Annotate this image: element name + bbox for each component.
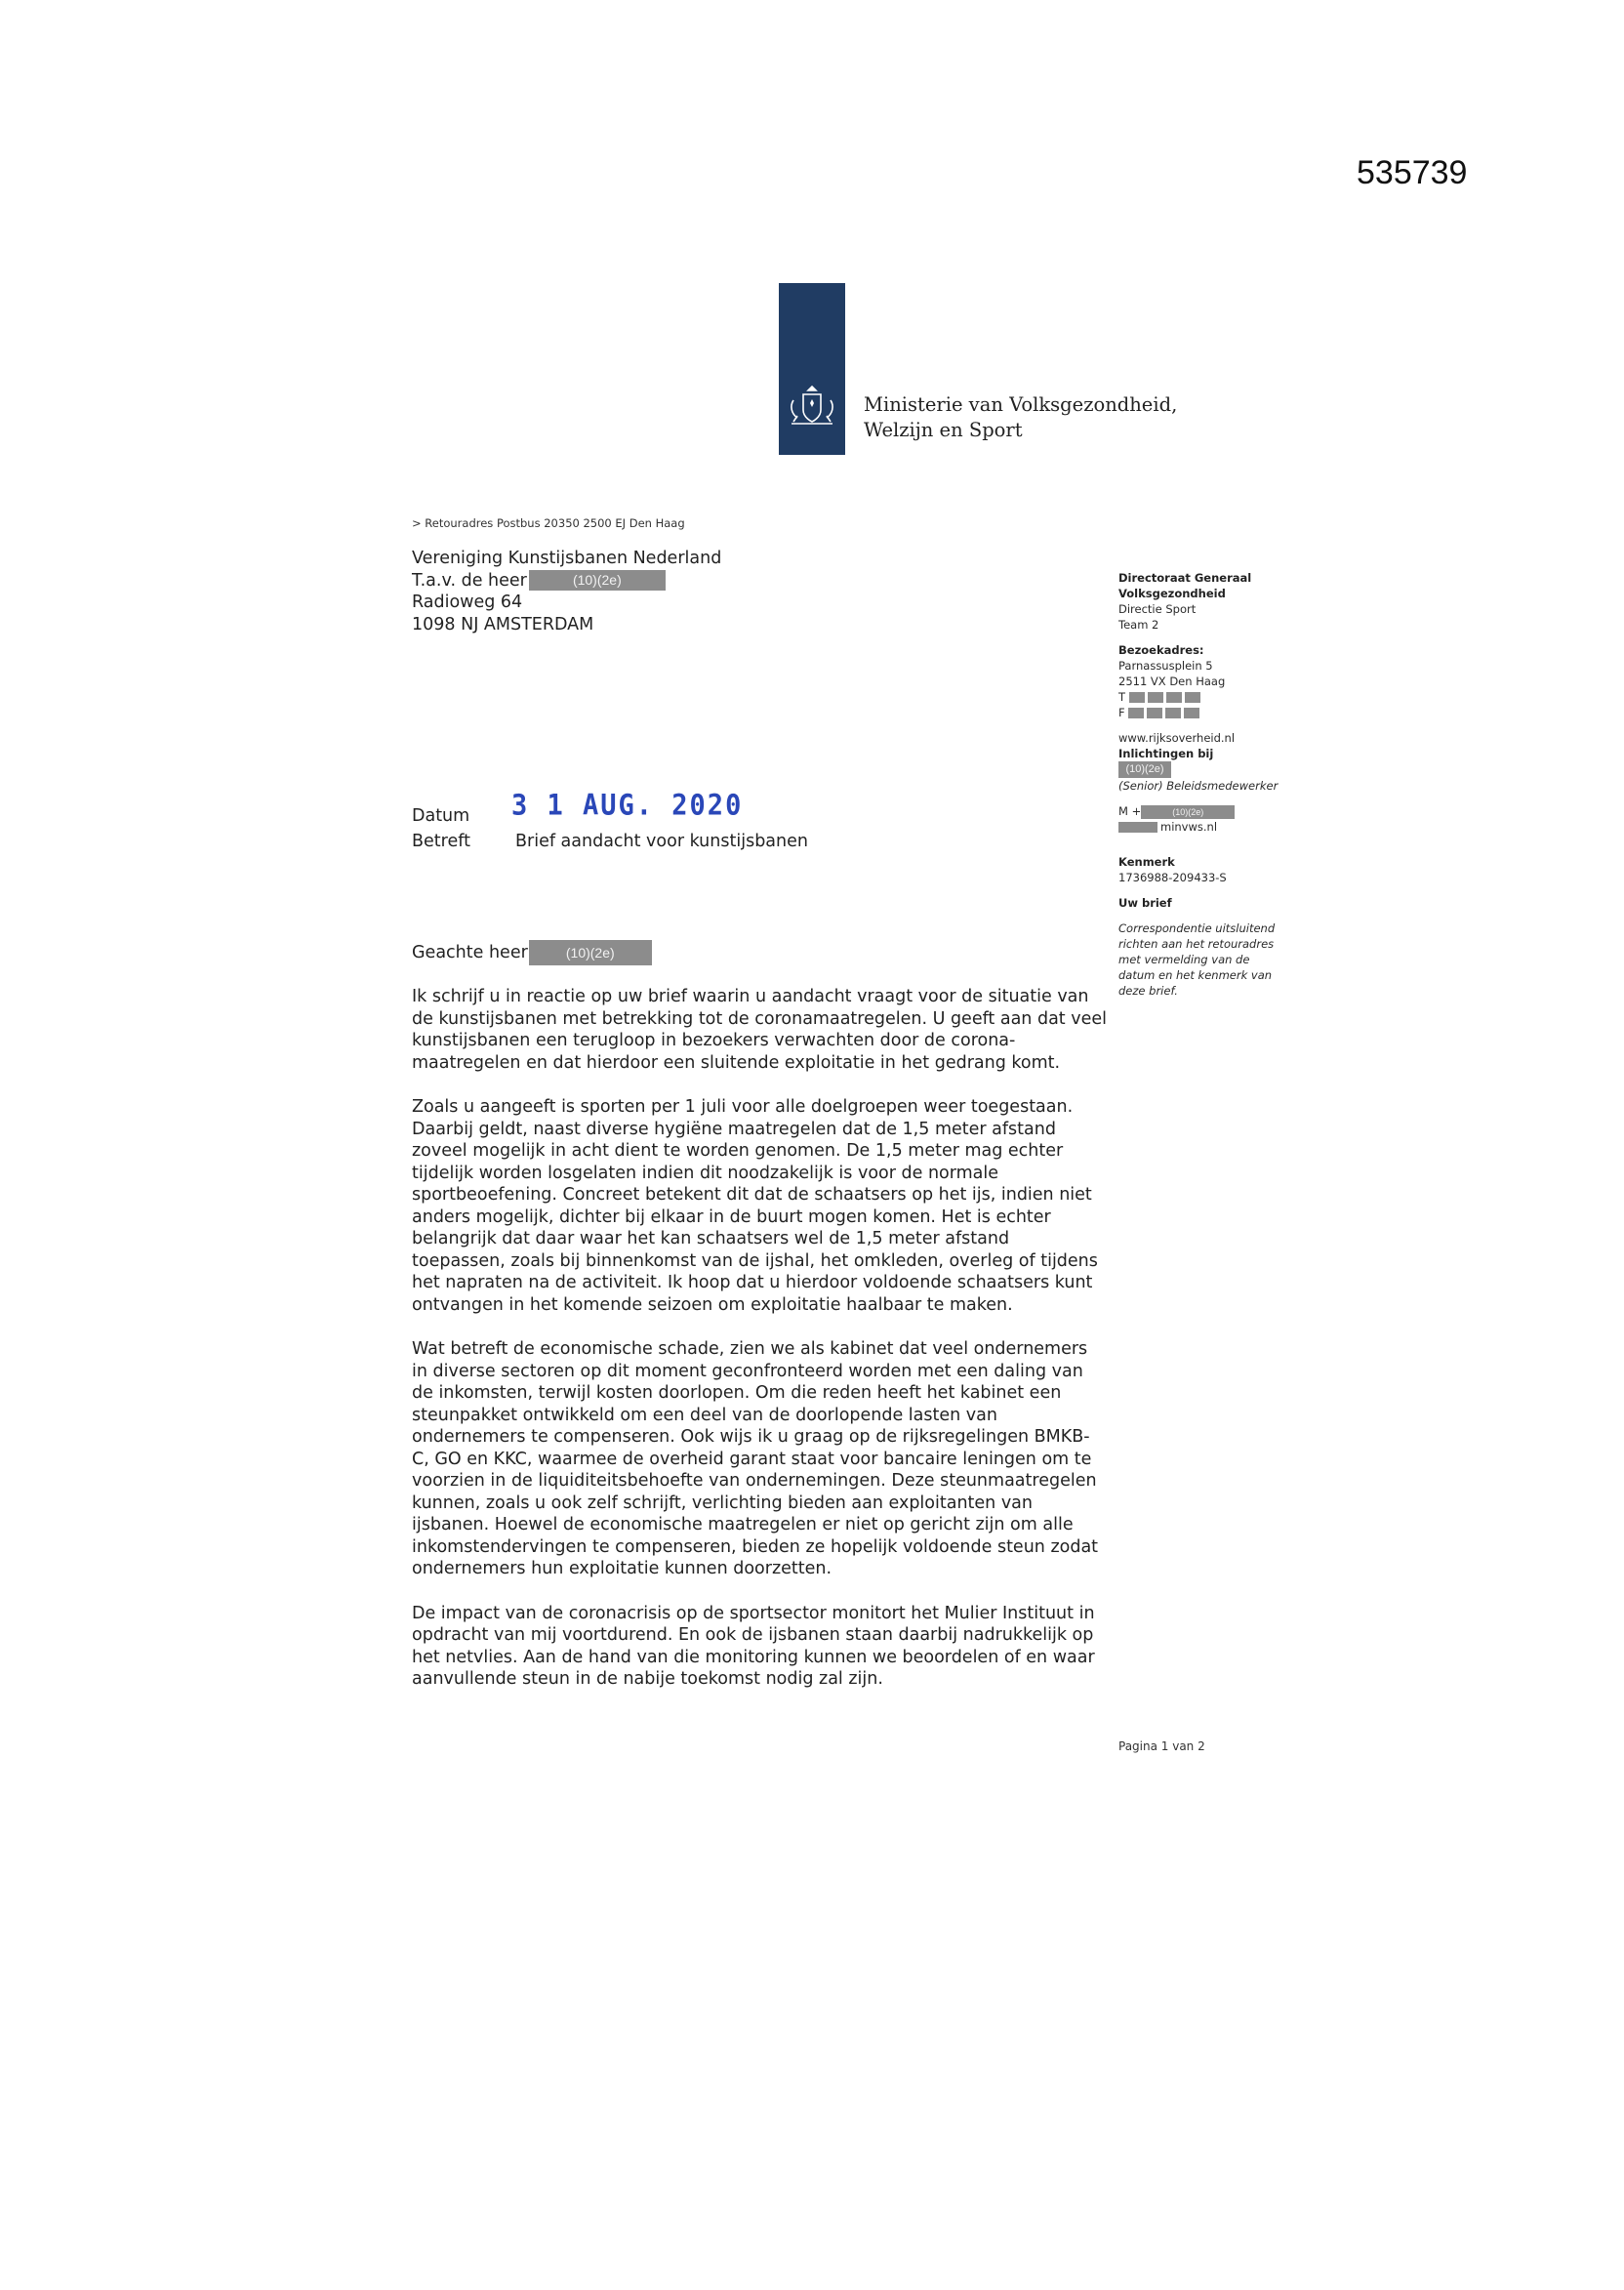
mobile-line (1118, 803, 1314, 819)
correspondence-note (1118, 920, 1314, 999)
visit-address-label: Bezoekadres: (1118, 643, 1204, 657)
redaction-box: (10)(2e) (1141, 805, 1235, 819)
sender-sidebar (1118, 570, 1314, 999)
addressee-city: 1098 NJ AMSTERDAM (412, 614, 594, 634)
fax-prefix: F (1118, 706, 1125, 719)
redaction-box (1184, 708, 1199, 718)
redaction-box (1118, 822, 1157, 833)
attention-label: T.a.v. de heer (412, 570, 527, 591)
letter-body (412, 986, 1107, 1713)
body-paragraph: Zoals u aangeeft is sporten per 1 juli voor alle doelgroepen weer toegestaan. Daarbij geldt, naast diverse hygiëne maatregelen dat de 1,5 meter afstand zoveel mogelijk in acht dient te worden genomen. De 1,5 meter mag echter tijdelijk worden losgelaten indien dit noodzakelijk is voor de normale sportbeoefening. Concreet betekent dit dat de schaatsers op het ijs, indien niet anders mogelijk, dichter bij elkaar in de buurt mogen komen. Het is echter belangrijk dat daar waar het kan schaatsers wel de 1,5 meter afstand toepassen, zoals bij binnenkomst van de ijshal, het omkleden, overleg of tijdens het napraten na de activiteit. Ik hoop dat u hierdoor voldoende schaatsers kunt ontvangen in het komende seizoen om exploitatie haalbaar te maken. (412, 1097, 1098, 1315)
addressee-block (412, 548, 721, 635)
redaction-box (1165, 708, 1181, 718)
body-paragraph: Ik schrijf u in reactie op uw brief waarin u aandacht vraagt voor de situatie van de kunstijsbanen met betrekking tot de coronamaatregelen. U geeft aan dat veel kunstijsbanen een terugloop in bezoekers verwachten door de corona-maatregelen en dat hierdoor een sluitende exploitatie in het gedrang komt. (412, 987, 1107, 1073)
email-line (1118, 819, 1314, 835)
redaction-box (1185, 692, 1200, 703)
directorate: Directie Sport (1118, 602, 1197, 616)
visit-street: Parnassusplein 5 (1118, 659, 1213, 673)
phone-line (1118, 689, 1314, 705)
email-suffix: minvws.nl (1160, 820, 1218, 834)
ministry-name-line1: Ministerie van Volksgezondheid, (864, 393, 1178, 416)
subject-label: Betreft (412, 832, 470, 851)
fax-line (1118, 705, 1314, 720)
department-line1: Directoraat Generaal (1118, 571, 1252, 585)
correspondence-note-line: datum en het kenmerk van (1118, 968, 1273, 982)
reference-label: Kenmerk (1118, 855, 1175, 869)
redaction-box (1147, 708, 1162, 718)
website: www.rijksoverheid.nl (1118, 731, 1236, 745)
info-label: Inlichtingen bij (1118, 747, 1214, 760)
addressee-attention (412, 570, 721, 593)
redaction-box (1148, 692, 1163, 703)
ministry-name-line2: Welzijn en Sport (864, 419, 1023, 441)
correspondence-note-line: richten aan het retouradres (1118, 937, 1275, 951)
document-number: 535739 (1357, 154, 1468, 191)
crest-icon (786, 381, 838, 433)
redaction-box: (10)(2e) (1118, 761, 1171, 778)
redaction-box (1166, 692, 1182, 703)
addressee-organisation: Vereniging Kunstijsbanen Nederland (412, 549, 722, 568)
addressee-street: Radioweg 64 (412, 593, 523, 612)
visit-city: 2511 VX Den Haag (1118, 675, 1226, 688)
reference-value: 1736988-209433-S (1118, 871, 1227, 884)
team: Team 2 (1118, 618, 1159, 632)
body-paragraph: Wat betreft de economische schade, zien we als kabinet dat veel ondernemers in diverse sectoren op dit moment geconfronteerd worden met een daling van de inkomsten, terwijl kosten doorlopen. Om die reden heeft het kabinet een steunpakket ontwikkeld om een deel van de doorlopende lasten van ondernemers te compenseren. Ook wijs ik u graag op de rijksregelingen BMKB-C, GO en KKC, waarmee de overheid garant staat voor bancaire leningen om te voorzien in de liquiditeitsbehoefte van ondernemingen. Deze steunmaatregelen kunnen, zoals u ook zelf schrijft, verlichting bieden aan exploitanten van ijsbanen. Hoewel de economische maatregelen er niet op gericht zijn om alle inkomstendervingen te compenseren, bieden ze hopelijk voldoende steun zodat ondernemers hun exploitatie kunnen doorzetten. (412, 1339, 1099, 1578)
body-paragraph: De impact van de coronacrisis op de sportsector monitort het Mulier Instituut in opdracht van mij voortdurend. En ook de ijsbanen staan daarbij nadrukkelijk op het netvlies. Aan de hand van die monitoring kunnen we beoordelen of en waar aanvullende steun in de nabije toekomst nodig zal zijn. (412, 1603, 1095, 1689)
return-address: > Retouradres Postbus 20350 2500 EJ Den Haag (412, 516, 685, 530)
info-contact (1118, 761, 1314, 778)
redaction-box (1129, 692, 1145, 703)
correspondence-note-line: met vermelding van de (1118, 953, 1250, 966)
correspondence-note-line: Correspondentie uitsluitend (1118, 921, 1276, 935)
page-number: Pagina 1 van 2 (1118, 1739, 1205, 1753)
department-line2: Volksgezondheid (1118, 587, 1226, 600)
mobile-prefix: M + (1118, 804, 1142, 818)
ministry-name (864, 392, 1177, 443)
redaction-box: (10)(2e) (529, 570, 666, 591)
phone-prefix: T (1118, 690, 1126, 704)
your-letter-label: Uw brief (1118, 896, 1172, 910)
salutation (412, 940, 652, 965)
subject-value: Brief aandacht voor kunstijsbanen (515, 832, 808, 851)
redaction-box (1128, 708, 1144, 718)
salutation-text: Geachte heer (412, 943, 528, 962)
correspondence-note-line: deze brief. (1118, 984, 1178, 998)
contact-role: (Senior) Beleidsmedewerker (1118, 779, 1279, 793)
date-label: Datum (412, 806, 470, 826)
redaction-box: (10)(2e) (529, 940, 652, 965)
date-stamp: 3 1 AUG. 2020 (511, 789, 744, 823)
